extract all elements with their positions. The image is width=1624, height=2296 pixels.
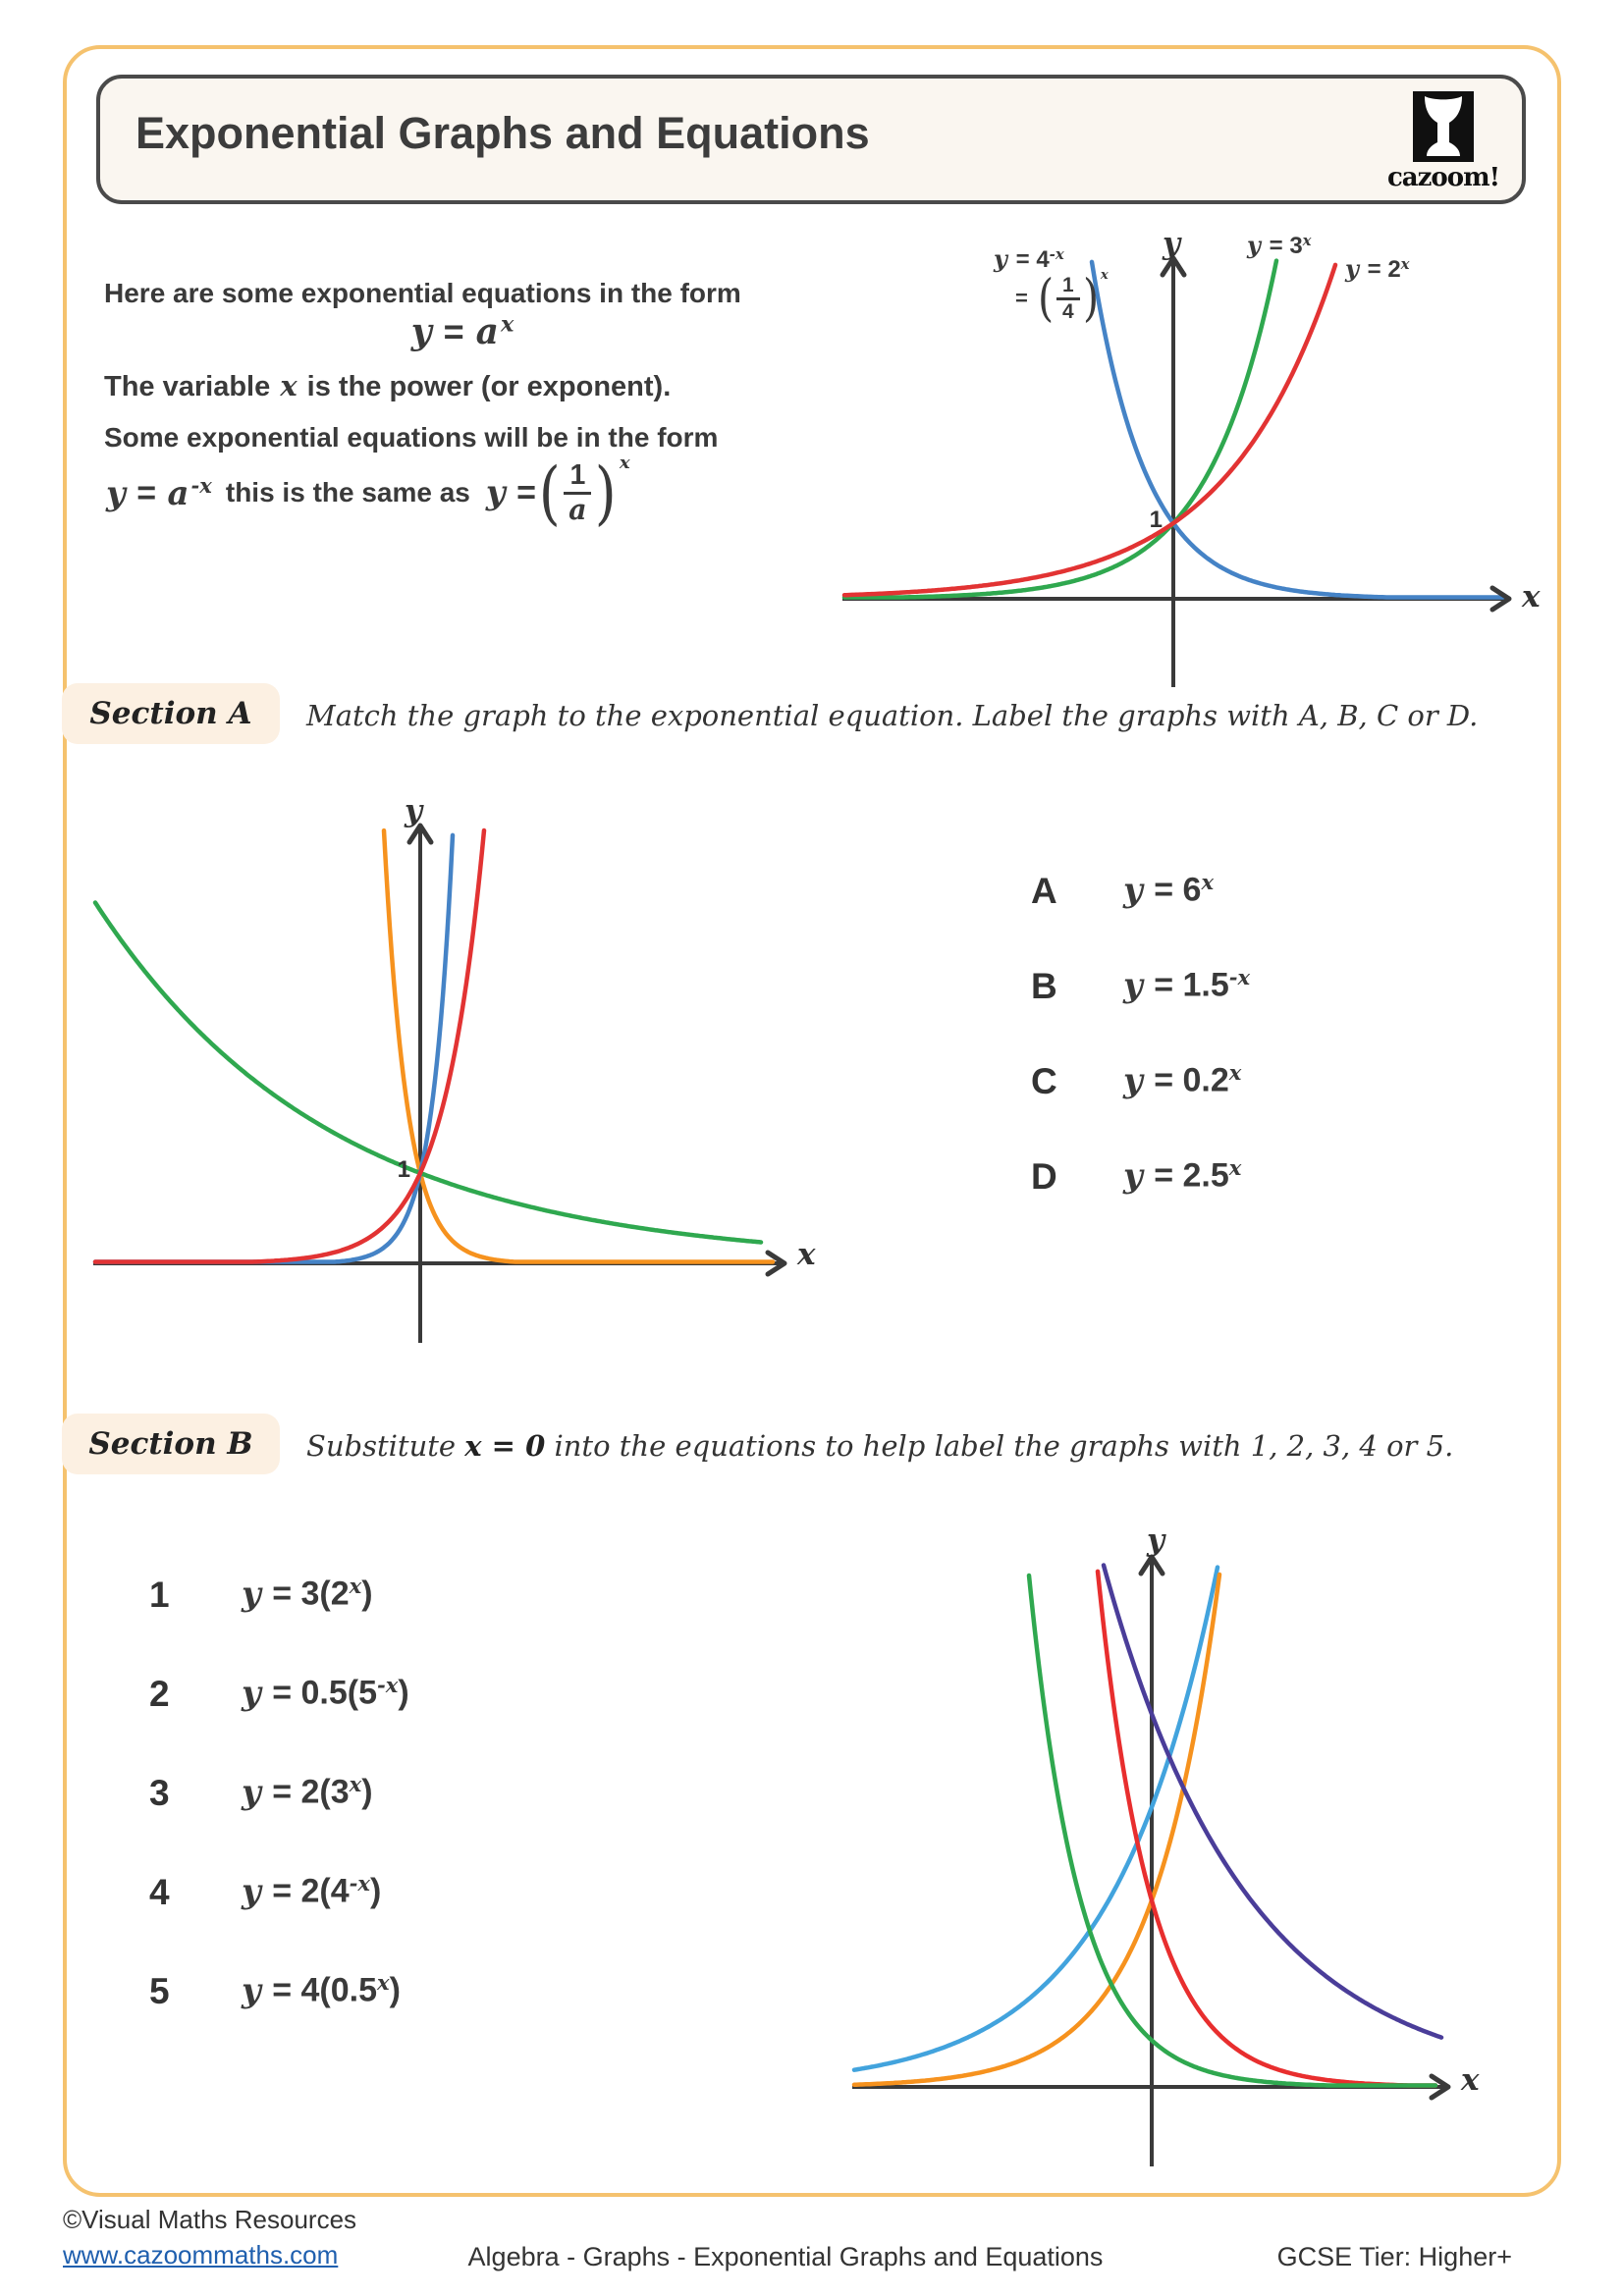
eq-part: x xyxy=(1302,232,1312,249)
eq-part: 2(4 xyxy=(300,1872,350,1910)
footer-website-link[interactable]: www.cazoommaths.com xyxy=(63,2240,339,2269)
y-axis-label: y xyxy=(1163,226,1181,261)
eq-part: y xyxy=(410,311,432,352)
eq-part: y xyxy=(994,244,1007,274)
frac-denominator: 4 xyxy=(1062,299,1074,323)
section-a-instruction xyxy=(306,699,1478,734)
eq-part: = xyxy=(1360,256,1388,284)
eq-part: y xyxy=(1123,965,1143,1005)
eq-part: ) xyxy=(369,1872,382,1910)
equation xyxy=(240,1971,401,2010)
equation-label: D xyxy=(1031,1156,1057,1197)
eq-part: x xyxy=(1228,1060,1242,1085)
drum-icon xyxy=(1413,91,1474,162)
curve-label-2-x xyxy=(1343,254,1410,284)
eq-part: = xyxy=(1144,966,1183,1004)
eq-part: y xyxy=(242,1673,261,1713)
eq-part: x xyxy=(1228,1155,1242,1180)
eq-part: x xyxy=(280,369,298,402)
eq-part: x xyxy=(500,311,514,338)
section-b-chart-svg xyxy=(835,1517,1542,2184)
equation-label: 2 xyxy=(149,1674,170,1714)
equation xyxy=(1121,1061,1241,1100)
equation-row xyxy=(149,1773,409,1872)
open-paren: ( xyxy=(538,452,561,533)
intro-line-1: Here are some exponential equations in the form xyxy=(104,278,741,308)
eq-part: -x xyxy=(1228,965,1251,989)
eq-part: Match the graph to the exponential equation. Label the graphs with A, B, C or D. xyxy=(306,699,1479,732)
section-a-chart-svg xyxy=(88,785,815,1350)
frac-exponent: x xyxy=(619,452,630,473)
close-paren: ) xyxy=(595,452,618,533)
equation xyxy=(1121,1156,1241,1196)
equation-row xyxy=(149,1575,409,1674)
frac-pre: = xyxy=(1015,286,1028,311)
drum-icon-svg xyxy=(1413,91,1474,162)
eq-part: -x xyxy=(190,472,212,498)
eq-part: y xyxy=(242,1871,261,1911)
intro-chart-svg xyxy=(835,216,1561,707)
section-b-chart xyxy=(835,1517,1542,2184)
eq-part: 4 xyxy=(1036,246,1050,274)
equation-row xyxy=(1031,1156,1250,1252)
eq-part: = xyxy=(433,311,474,351)
open-paren: ( xyxy=(1037,269,1055,329)
equation xyxy=(240,1872,381,1911)
equation-label: 5 xyxy=(149,1971,170,2011)
eq-part: = xyxy=(507,473,536,511)
eq-part: into the equations to help label the graphs with 1, 2, 3, 4 or 5. xyxy=(545,1429,1454,1463)
eq-part: = xyxy=(1262,233,1290,260)
frac-numerator: 1 xyxy=(1056,275,1080,300)
curve-label-quarter-x xyxy=(1015,268,1109,329)
section-a-label: Section A xyxy=(89,696,252,731)
eq-part: 3(2 xyxy=(300,1575,350,1613)
curve-green-curve (shallow decreasing) xyxy=(95,903,761,1243)
curve-blue-curve y = 4^-x = (1/4)^x xyxy=(1092,262,1504,598)
y-intercept-label: 1 xyxy=(397,1156,410,1183)
equation xyxy=(240,1674,409,1713)
eq-part: y xyxy=(242,1772,261,1812)
y-intercept-label: 1 xyxy=(1149,507,1163,533)
frac-numerator: 1 xyxy=(564,461,591,495)
eq-part: y xyxy=(242,1970,261,2010)
equation-row xyxy=(149,1872,409,1971)
curve-label-3-x xyxy=(1245,231,1312,260)
intro-formula-1 xyxy=(147,312,776,352)
eq-part: y xyxy=(485,472,506,512)
eq-part: 2.5 xyxy=(1182,1156,1229,1195)
eq-part: 3 xyxy=(1289,233,1303,260)
eq-part: y xyxy=(106,473,126,513)
eq-part: = xyxy=(262,1773,301,1811)
frac-denominator: a xyxy=(568,492,587,526)
equation-row xyxy=(1031,966,1250,1061)
section-b-badge xyxy=(62,1414,280,1474)
eq-part: y xyxy=(1123,1155,1143,1196)
eq-part: 0.5(5 xyxy=(300,1674,378,1712)
footer-tier: GCSE Tier: Higher+ xyxy=(1276,2242,1512,2271)
eq-part: = xyxy=(1144,1156,1183,1195)
eq-part: = xyxy=(127,474,166,512)
eq-part: -x xyxy=(377,1673,399,1697)
section-a-badge xyxy=(62,683,280,744)
eq-part: = xyxy=(262,1872,301,1910)
eq-part: = xyxy=(1144,871,1183,909)
y-axis-label: y xyxy=(1147,1522,1165,1558)
intro-line-2 xyxy=(104,369,671,403)
eq-part: ) xyxy=(389,1971,401,2009)
eq-part: 6 xyxy=(1182,871,1202,909)
intro-line-3: Some exponential equations will be in the form xyxy=(104,422,719,453)
formula2-lhs xyxy=(104,474,212,512)
brand-name: cazoom! xyxy=(1386,163,1500,192)
footer-topic: Algebra - Graphs - Exponential Graphs and Equations xyxy=(467,2242,1104,2271)
eq-part: 0.2 xyxy=(1182,1061,1229,1099)
equation-row xyxy=(149,1971,409,2070)
formula2-mid-text: this is the same as xyxy=(225,477,470,508)
section-b-instruction xyxy=(306,1429,1453,1465)
equation-label: C xyxy=(1031,1061,1057,1101)
footer-copyright: ©Visual Maths Resources xyxy=(63,2205,357,2234)
title-box xyxy=(96,75,1526,204)
eq-part: 1.5 xyxy=(1182,966,1229,1004)
eq-part: x xyxy=(1201,870,1215,894)
eq-part: y xyxy=(242,1574,261,1614)
fraction xyxy=(1056,275,1080,323)
eq-part: -x xyxy=(349,1871,370,1896)
y-axis-label: y xyxy=(405,793,423,828)
eq-part: x xyxy=(349,1772,362,1796)
section-b-label: Section B xyxy=(88,1426,253,1462)
x-axis-label: x xyxy=(797,1237,816,1272)
formula2-fraction xyxy=(536,452,630,533)
eq-part: 2 xyxy=(1387,256,1401,284)
eq-part: 4(0.5 xyxy=(300,1971,378,2009)
x-axis-label: x xyxy=(1522,579,1541,614)
equation xyxy=(240,1773,373,1812)
equation-label: B xyxy=(1031,966,1057,1006)
eq-part: = xyxy=(1144,1061,1183,1099)
equation-list-a xyxy=(1031,871,1250,1252)
eq-part: x = 0 xyxy=(464,1429,546,1463)
equation-label: 4 xyxy=(149,1872,170,1912)
equation xyxy=(240,1575,373,1614)
eq-part: -x xyxy=(1049,245,1064,263)
section-a-chart xyxy=(88,785,815,1350)
eq-part: = xyxy=(262,1971,301,2009)
eq-part: Substitute xyxy=(306,1429,465,1463)
x-axis-label: x xyxy=(1461,2062,1480,2098)
frac-exponent: x xyxy=(1100,268,1109,284)
eq-part: x xyxy=(349,1574,362,1598)
equation-label: A xyxy=(1031,871,1057,911)
equation xyxy=(1121,966,1250,1005)
curve-orange-curve (steep decreasing) xyxy=(384,830,773,1261)
eq-part: x xyxy=(1400,255,1410,273)
eq-part: x xyxy=(377,1970,390,1995)
eq-part: ) xyxy=(361,1575,373,1613)
equation-label: 1 xyxy=(149,1575,170,1615)
equation-row xyxy=(149,1674,409,1773)
equation-label: 3 xyxy=(149,1773,170,1813)
eq-part: y xyxy=(1123,1060,1143,1100)
eq-part: y xyxy=(1247,231,1261,260)
eq-part: 2(3 xyxy=(300,1773,350,1811)
formula2-rhs xyxy=(484,472,536,512)
close-paren: ) xyxy=(1082,269,1099,329)
eq-part: = xyxy=(1008,246,1037,274)
eq-part: = xyxy=(262,1674,301,1712)
eq-part: = xyxy=(262,1575,301,1613)
equation-row xyxy=(1031,871,1250,966)
eq-part: ) xyxy=(361,1773,373,1811)
eq-part: is the power (or exponent). xyxy=(298,371,672,402)
curve-red-curve y = 2(4^-x) xyxy=(1098,1572,1435,2086)
eq-part: The variable xyxy=(104,371,279,402)
eq-part: a xyxy=(167,473,189,513)
equation xyxy=(1121,871,1214,910)
fraction xyxy=(564,461,591,525)
eq-part: a xyxy=(475,311,499,352)
intro-formula-2 xyxy=(104,452,630,533)
eq-part: y xyxy=(1345,254,1359,284)
eq-part: ) xyxy=(398,1674,409,1712)
page-title: Exponential Graphs and Equations xyxy=(135,108,870,158)
equation-list-b xyxy=(149,1575,409,2070)
equation-row xyxy=(1031,1061,1250,1156)
intro-chart xyxy=(835,216,1561,707)
eq-part: y xyxy=(1123,870,1143,910)
